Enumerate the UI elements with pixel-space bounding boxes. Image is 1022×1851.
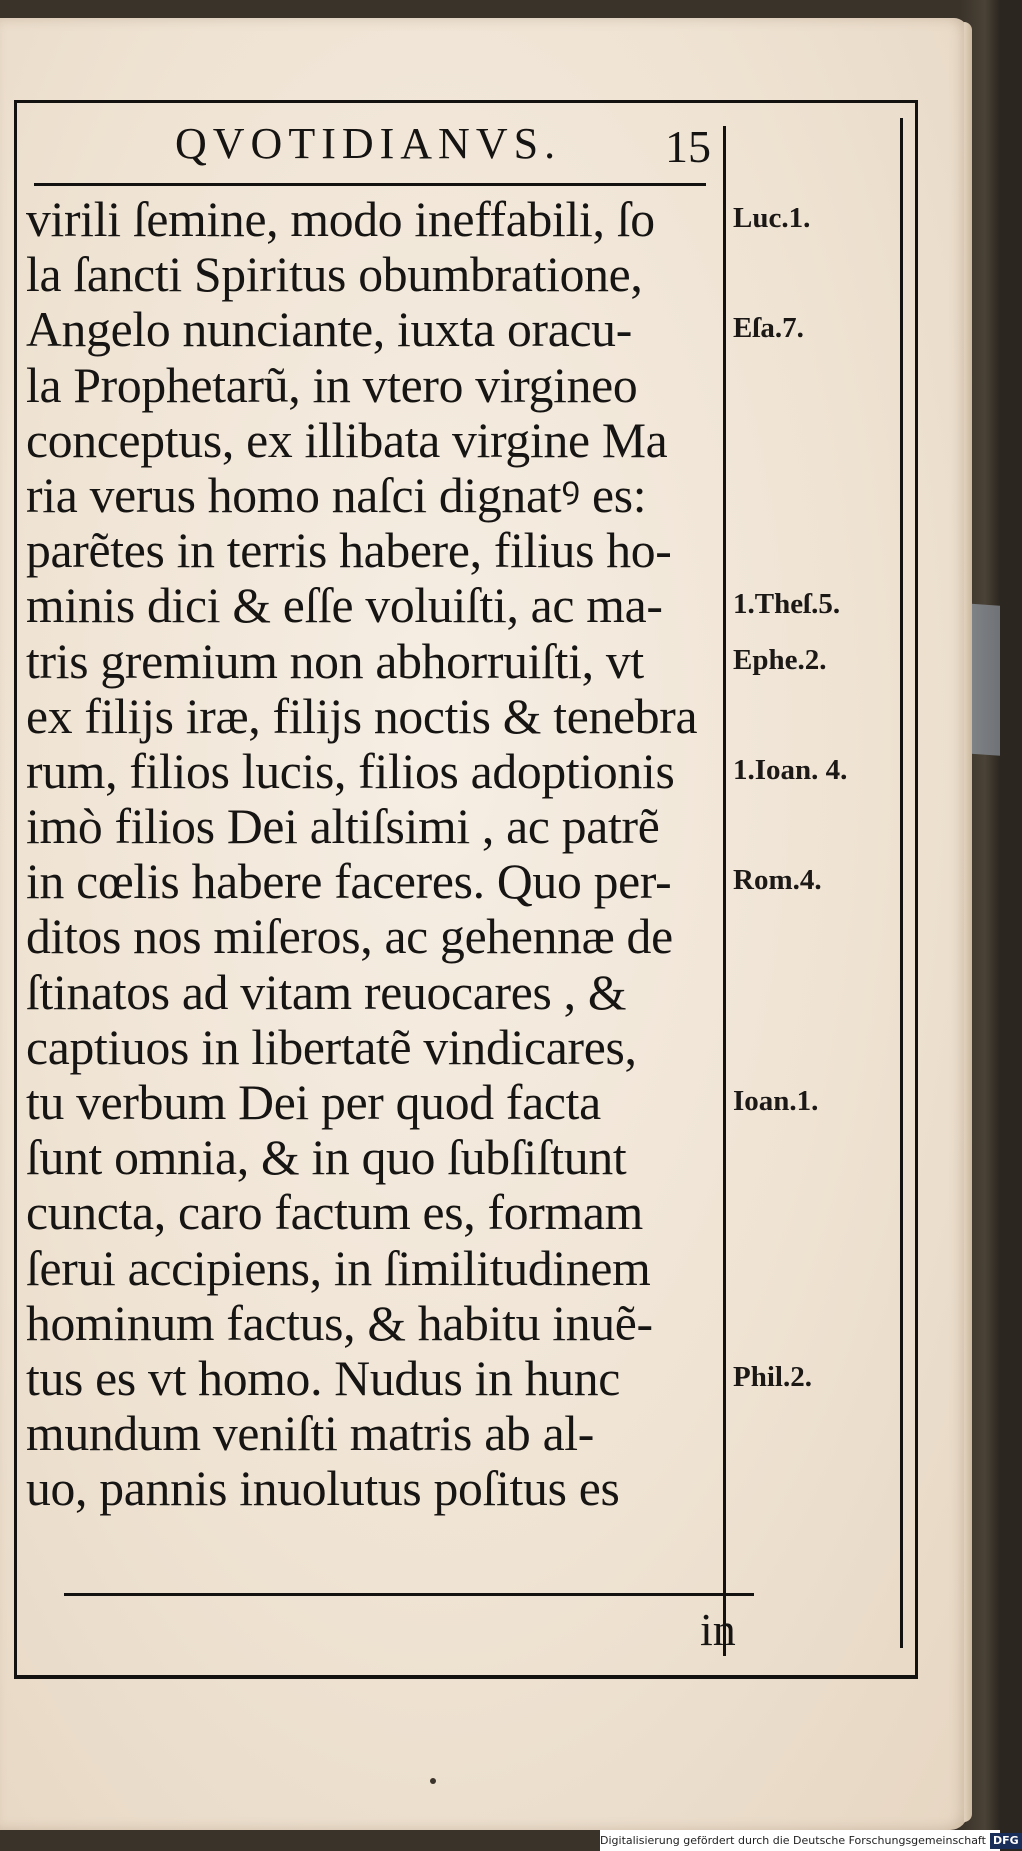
text-line: tu verbum Dei per quod facta	[26, 1074, 601, 1130]
text-line: hominum factus, & habitu inuẽ-	[26, 1294, 653, 1351]
digitization-credit-banner	[600, 1830, 1019, 1851]
marginal-note: Ioan.1.	[733, 1085, 819, 1118]
running-head: QVOTIDIANVS.	[175, 119, 562, 168]
text-line: la ſancti Spiritus obumbratione,	[26, 246, 643, 303]
text-line: mundum veniſti matris ab al-	[26, 1405, 595, 1462]
footer-rule	[64, 1593, 754, 1596]
text-line: tus es vt homo. Nudus in hunc	[26, 1349, 621, 1406]
page-number: 15	[665, 121, 711, 172]
header-rule	[34, 183, 706, 186]
marginal-note: Ephe.2.	[733, 643, 827, 676]
text-line: rum, filios lucis, filios adoptionis	[26, 742, 675, 799]
frame-inner-rule	[900, 118, 903, 1648]
text-line: in cœlis habere faceres. Quo per-	[26, 853, 672, 910]
paper-speck	[430, 1778, 436, 1784]
marginal-note: 1.Theſ.5.	[733, 588, 841, 621]
marginal-note: Luc.1.	[733, 202, 811, 234]
page-edge	[964, 22, 972, 1822]
text-line: uo, pannis inuolutus poſitus es	[26, 1460, 620, 1517]
text-line: ditos nos miſeros, ac gehennæ de	[26, 908, 673, 965]
text-line: captiuos in libertatẽ vindicares,	[26, 1018, 637, 1075]
text-line: parẽtes in terris habere, filius ho-	[26, 522, 672, 579]
credit-text: Digitalisierung gefördert durch die Deutsche Forschungsgemeinschaft	[600, 1834, 986, 1847]
text-line: tris gremium non abhorruiſti, vt	[26, 632, 644, 689]
text-line: ſerui accipiens, in ſimilitudinem	[26, 1239, 651, 1296]
catchword: in	[700, 1604, 736, 1655]
body-text	[26, 192, 726, 1517]
text-line: conceptus, ex illibata virgine Ma	[26, 411, 668, 468]
marginal-note: Eſa.7.	[733, 312, 804, 345]
text-line: ſunt omnia, & in quo ſubſiſtunt	[26, 1129, 627, 1186]
dfg-logo: DFG	[990, 1833, 1022, 1849]
marginal-note: Rom.4.	[733, 864, 822, 897]
text-line: imò filios Dei altiſsimi , ac patrẽ	[26, 798, 660, 855]
text-line: ex filijs iræ, filijs noctis & tenebra	[26, 687, 698, 744]
text-line: ria verus homo naſci dignatꝰ es:	[26, 466, 647, 523]
text-line: minis dici & eſſe voluiſti, ac ma-	[26, 577, 663, 634]
text-line: Angelo nunciante, iuxta oracu-	[26, 301, 632, 358]
marginal-note: 1.Ioan. 4.	[733, 754, 848, 786]
text-line: ſtinatos ad vitam reuocares , &	[26, 963, 627, 1020]
text-line: la Prophetarũ, in vtero virgineo	[26, 356, 638, 413]
marginal-note: Phil.2.	[733, 1361, 812, 1394]
text-line: virili ſemine, modo ineffabili, ſo	[26, 191, 655, 247]
text-line: cuncta, caro factum es, formam	[26, 1184, 643, 1241]
